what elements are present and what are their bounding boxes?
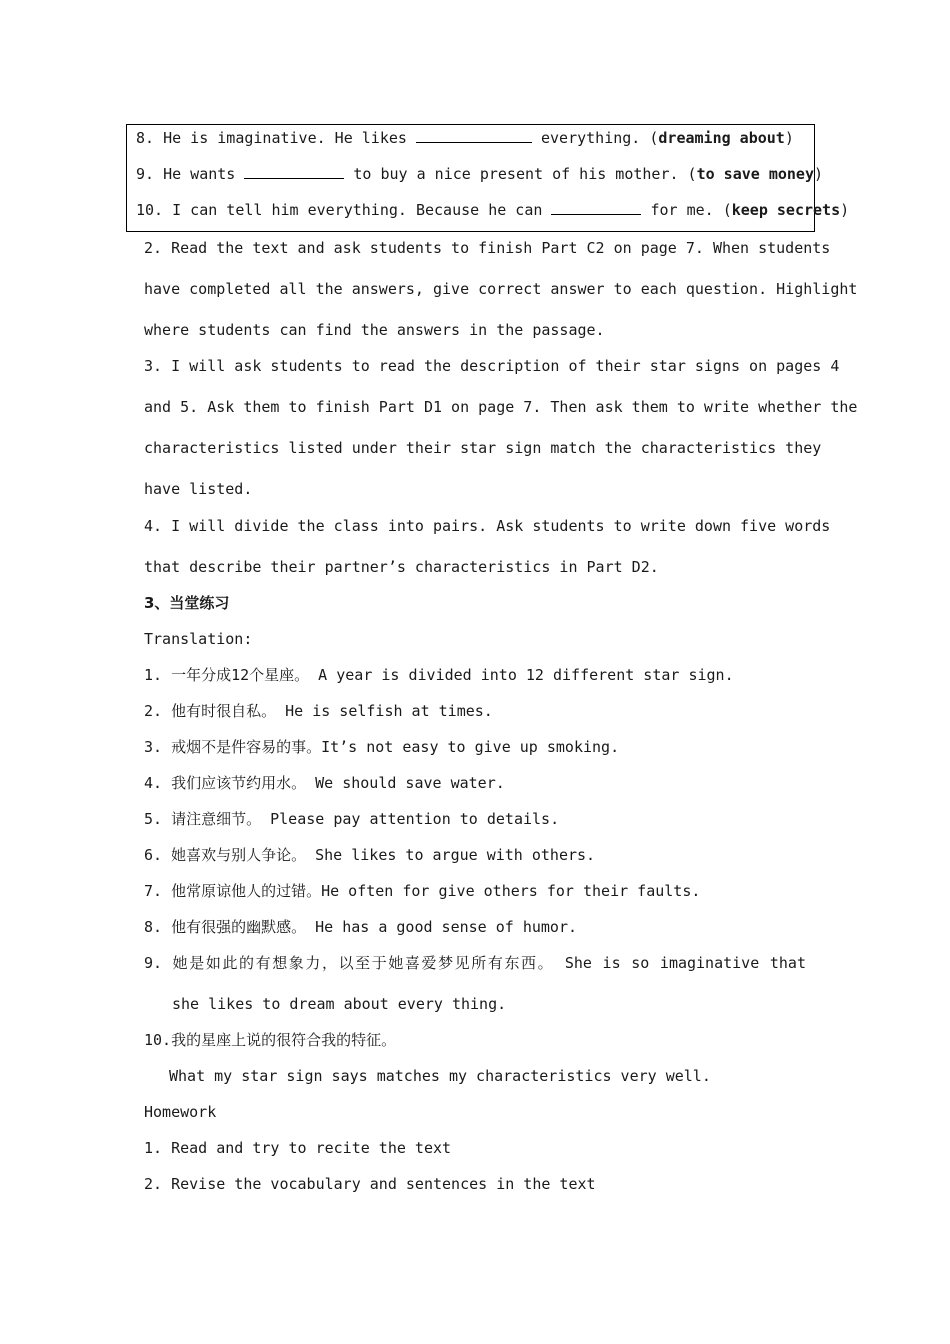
- translation-item-10-line-2: What my star sign says matches my characteristics very well.: [169, 1067, 711, 1085]
- translation-item-9-line-1: 9. 她是如此的有想象力，以至于她喜爱梦见所有东西。 She is so imaginative that: [144, 954, 806, 972]
- step-3-line-1: 3. I will ask students to read the description of their star signs on pages 4: [144, 357, 840, 375]
- translation-item-6: 6. 她喜欢与别人争论。 She likes to argue with others.: [144, 846, 596, 864]
- box-item-9: 9. He wants to buy a nice present of his mother. (to save money): [136, 165, 824, 183]
- step-3-line-2: and 5. Ask them to finish Part D1 on page 7. Then ask them to write whether the: [144, 398, 858, 416]
- step-4-line-2: that describe their partner’s characteristics in Part D2.: [144, 558, 659, 576]
- blank-8: [416, 128, 532, 143]
- translation-item-3: 3. 戒烟不是件容易的事。It’s not easy to give up smoking.: [144, 738, 620, 756]
- step-2-line-2: have completed all the answers, give correct answer to each question. Highlight: [144, 280, 858, 298]
- step-3-line-4: have listed.: [144, 480, 253, 498]
- translation-item-8: 8. 他有很强的幽默感。 He has a good sense of humor.: [144, 918, 578, 936]
- step-2-line-3: where students can find the answers in the passage.: [144, 321, 605, 339]
- section-heading: 3、当堂练习: [144, 594, 230, 612]
- translation-item-10-line-1: 10.我的星座上说的很符合我的特征。: [144, 1031, 397, 1049]
- blank-9: [244, 164, 344, 179]
- homework-label: Homework: [144, 1103, 217, 1121]
- homework-item-2: 2. Revise the vocabulary and sentences in the text: [144, 1175, 596, 1193]
- translation-item-1: 1. 一年分成12个星座。 A year is divided into 12 different star sign.: [144, 666, 734, 684]
- blank-10: [551, 200, 641, 215]
- step-3-line-3: characteristics listed under their star sign match the characteristics they: [144, 439, 822, 457]
- box-item-8: 8. He is imaginative. He likes everything. (dreaming about): [136, 129, 794, 147]
- translation-item-9-line-2: she likes to dream about every thing.: [172, 995, 507, 1013]
- box-item-10: 10. I can tell him everything. Because he can for me. (keep secrets): [136, 201, 850, 219]
- step-4-line-1: 4. I will divide the class into pairs. Ask students to write down five words: [144, 517, 831, 535]
- translation-item-7: 7. 他常原谅他人的过错。He often for give others for their faults.: [144, 882, 701, 900]
- translation-item-5: 5. 请注意细节。 Please pay attention to details.: [144, 810, 560, 828]
- step-2-line-1: 2. Read the text and ask students to finish Part C2 on page 7. When students: [144, 239, 831, 257]
- translation-item-2: 2. 他有时很自私。 He is selfish at times.: [144, 702, 493, 720]
- translation-item-4: 4. 我们应该节约用水。 We should save water.: [144, 774, 505, 792]
- translation-label: Translation:: [144, 630, 253, 648]
- homework-item-1: 1. Read and try to recite the text: [144, 1139, 452, 1157]
